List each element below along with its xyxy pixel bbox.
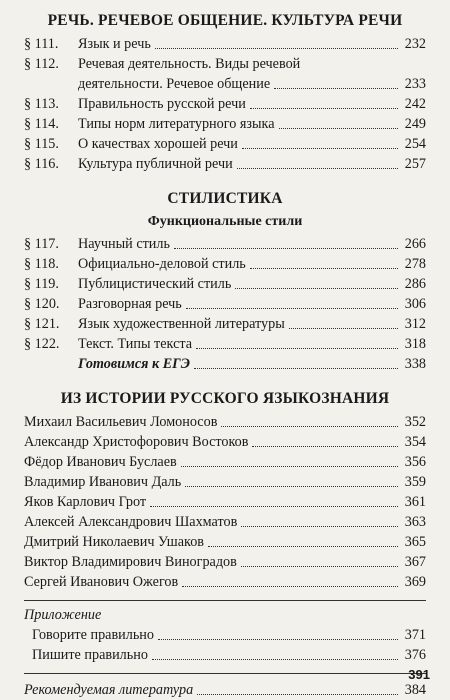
dot-leader: [221, 426, 398, 427]
toc-entry: [24, 472, 426, 492]
toc-entry-ege: [24, 354, 426, 374]
toc-entry: [24, 412, 426, 432]
dot-leader: [182, 586, 398, 587]
toc-entry: [24, 645, 426, 665]
entry-number: § 119.: [24, 276, 59, 292]
entry-number: § 115.: [24, 136, 59, 152]
toc-entry-literature: [24, 680, 426, 700]
entry-page: 363: [404, 514, 426, 530]
entry-title: Дмитрий Николаевич Ушаков: [24, 534, 204, 550]
entry-title: Яков Карлович Грот: [24, 494, 147, 510]
dot-leader: [197, 694, 398, 695]
dot-leader: [150, 506, 398, 507]
entry-title: Публицистический стиль: [78, 276, 232, 292]
appendix-label-row: [24, 605, 426, 625]
entry-title: Виктор Владимирович Виноградов: [24, 554, 237, 570]
appendix-label: Приложение: [24, 607, 102, 623]
entry-page: 286: [404, 276, 426, 292]
entry-title: Правильность русской речи: [78, 96, 246, 112]
entry-page: 376: [404, 647, 426, 663]
dot-leader: [279, 128, 399, 129]
section-title-stilistika: СТИЛИСТИКА: [167, 190, 283, 207]
entry-page: 354: [404, 434, 426, 450]
entry-title: Готовимся к ЕГЭ: [78, 356, 190, 372]
entry-page: 254: [404, 136, 426, 152]
dot-leader: [152, 659, 398, 660]
entry-page: 257: [404, 156, 426, 172]
toc-entry: [24, 552, 426, 572]
dot-leader: [241, 526, 398, 527]
entry-title: Фёдор Иванович Буслаев: [24, 454, 177, 470]
entry-number: § 114.: [24, 116, 59, 132]
dot-leader: [241, 566, 398, 567]
entry-title: Язык и речь: [78, 36, 151, 52]
toc-entry: [24, 452, 426, 472]
dot-leader: [181, 466, 398, 467]
entry-title-line1: Речевая деятельность. Виды речевой: [78, 56, 301, 72]
dot-leader: [250, 268, 398, 269]
dot-leader: [252, 446, 398, 447]
dot-leader: [235, 288, 398, 289]
entry-page: 312: [404, 316, 426, 332]
section-subtitle: Функциональные стили: [147, 214, 303, 229]
entry-page: 338: [404, 356, 426, 372]
entry-title: Михаил Васильевич Ломоносов: [24, 414, 218, 430]
entry-number: § 116.: [24, 156, 59, 172]
entry-number: § 118.: [24, 256, 59, 272]
dot-leader: [194, 368, 398, 369]
dot-leader: [185, 486, 398, 487]
entry-page: 232: [404, 36, 426, 52]
entry-page: 352: [404, 414, 426, 430]
entry-page: 266: [404, 236, 426, 252]
entry-number: § 117.: [24, 236, 59, 252]
entry-title: Официально-деловой стиль: [78, 256, 246, 272]
entry-number: § 111.: [24, 36, 59, 52]
entry-page: 306: [404, 296, 426, 312]
entry-page: 367: [404, 554, 426, 570]
dot-leader: [242, 148, 398, 149]
entry-page: 365: [404, 534, 426, 550]
toc-entry: [24, 314, 426, 334]
toc-entry: [24, 254, 426, 274]
toc-entry: [24, 294, 426, 314]
entry-page: 278: [404, 256, 426, 272]
entry-page: 318: [404, 336, 426, 352]
dot-leader: [155, 48, 398, 49]
entry-page: 369: [404, 574, 426, 590]
entry-title: Текст. Типы текста: [78, 336, 193, 352]
dot-leader: [237, 168, 398, 169]
toc-entry: [24, 114, 426, 134]
toc-entry: [24, 54, 426, 94]
entry-page: 242: [404, 96, 426, 112]
entry-title: Сергей Иванович Ожегов: [24, 574, 179, 590]
toc-entry: [24, 274, 426, 294]
toc-entry: [24, 432, 426, 452]
toc-entry: [24, 625, 426, 645]
toc-entry: [24, 134, 426, 154]
toc-entry: [24, 154, 426, 174]
page-number: 391: [408, 667, 430, 682]
entry-title: Александр Христофорович Востоков: [24, 434, 249, 450]
entry-page: 384: [404, 682, 426, 698]
dot-leader: [274, 88, 398, 89]
entry-number: § 113.: [24, 96, 59, 112]
dot-leader: [196, 348, 398, 349]
entry-title: Рекомендуемая литература: [24, 682, 194, 698]
entry-page: 359: [404, 474, 426, 490]
toc-entry: [24, 492, 426, 512]
dot-leader: [174, 248, 398, 249]
dot-leader: [208, 546, 398, 547]
entry-page: 356: [404, 454, 426, 470]
toc-entry: [24, 34, 426, 54]
entry-title: Разговорная речь: [78, 296, 182, 312]
entry-title: Язык художественной литературы: [78, 316, 285, 332]
toc-entry: [24, 334, 426, 354]
toc-entry: [24, 94, 426, 114]
dot-leader: [158, 639, 398, 640]
entry-title: Типы норм литературного языка: [78, 116, 275, 132]
entry-number: § 112.: [24, 56, 59, 72]
entry-title: О качествах хорошей речи: [78, 136, 238, 152]
entry-title: Владимир Иванович Даль: [24, 474, 182, 490]
toc-entry: [24, 512, 426, 532]
entry-page: 233: [404, 76, 426, 92]
entry-page: 371: [404, 627, 426, 643]
toc-entry: [24, 572, 426, 592]
section-title-istoriya: ИЗ ИСТОРИИ РУССКОГО ЯЗЫКОЗНАНИЯ: [60, 390, 390, 407]
entry-title: Говорите правильно: [32, 627, 154, 643]
entry-title: Научный стиль: [78, 236, 170, 252]
dot-leader: [250, 108, 398, 109]
toc-entry: [24, 234, 426, 254]
toc-entry: [24, 532, 426, 552]
entry-number: § 122.: [24, 336, 60, 352]
section-title-rech: РЕЧЬ. РЕЧЕВОЕ ОБЩЕНИЕ. КУЛЬТУРА РЕЧИ: [47, 12, 403, 29]
dot-leader: [289, 328, 398, 329]
entry-number: § 121.: [24, 316, 60, 332]
entry-page: 361: [404, 494, 426, 510]
entry-number: § 120.: [24, 296, 60, 312]
entry-page: 249: [404, 116, 426, 132]
entry-title: Алексей Александрович Шахматов: [24, 514, 238, 530]
entry-title-line2: деятельности. Речевое общение: [78, 76, 271, 92]
entry-title: Пишите правильно: [32, 647, 148, 663]
entry-title: Культура публичной речи: [78, 156, 233, 172]
dot-leader: [186, 308, 398, 309]
